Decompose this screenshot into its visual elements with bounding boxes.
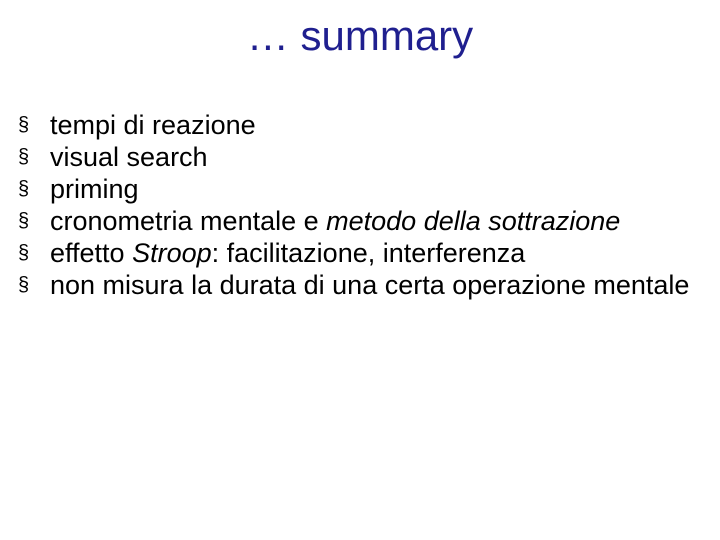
bullet-list [18, 110, 708, 302]
bullet-text: non misura la durata di una certa operazione mentale [50, 270, 690, 300]
bullet-marker-icon: § [18, 274, 30, 296]
bullet-text: visual search [50, 142, 208, 172]
bullet-text: effetto [50, 238, 133, 268]
slide-title: … summary [246, 12, 474, 59]
bullet-text: : facilitazione, interferenza [211, 238, 526, 268]
bullet-item-mental-chronometry [18, 206, 708, 238]
bullet-item-stroop-effect [18, 238, 708, 270]
bullet-marker-icon: § [18, 114, 30, 136]
bullet-marker-icon: § [18, 146, 30, 168]
bullet-text: cronometria mentale e [50, 206, 327, 236]
bullet-marker-icon: § [18, 242, 30, 264]
bullet-text-italic: metodo della sottrazione [326, 206, 621, 236]
bullet-item-visual-search [18, 142, 708, 174]
bullet-item-priming [18, 174, 708, 206]
bullet-text-italic: Stroop [132, 238, 212, 268]
bullet-marker-icon: § [18, 210, 30, 232]
bullet-item-duration-note [18, 270, 708, 302]
bullet-item-reaction-times [18, 110, 708, 142]
bullet-marker-icon: § [18, 178, 30, 200]
bullet-text: priming [50, 174, 139, 204]
bullet-text: tempi di reazione [50, 110, 256, 140]
